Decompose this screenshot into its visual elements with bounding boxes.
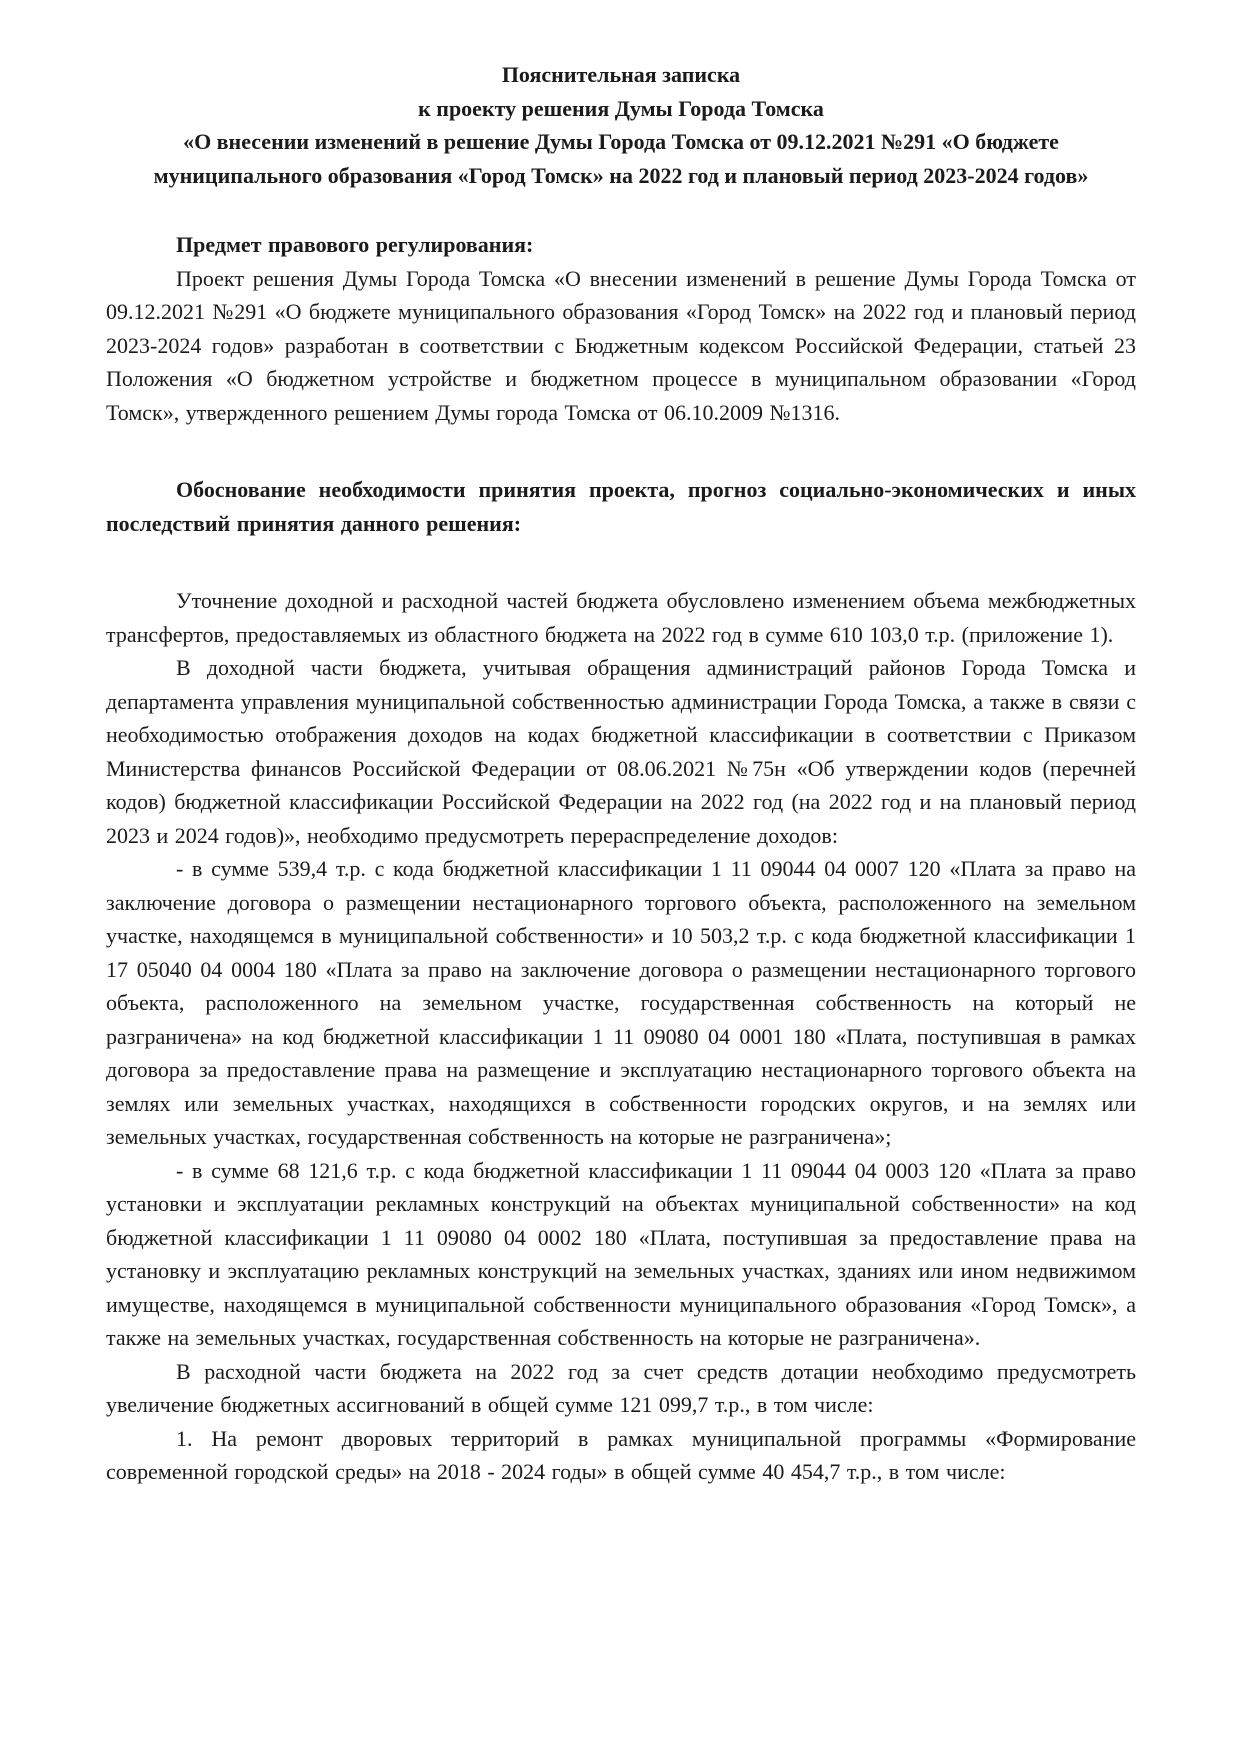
paragraph-income-intro: В доходной части бюджета, учитывая обращения администраций районов Города Томска и департамента управления муниципальной собственностью администрации Города Томска, а также в связи с необходимостью отображения доходов на кодах бюджетной классификации в соответствии с Приказом Министерства финансов Российской Федерации от 08.06.2021 №75н «Об утверждении кодов (перечней кодов) бюджетной классификации Российской Федерации на 2022 год (на 2022 год и на плановый период 2023 и 2024 годов)», необходимо предусмотреть перераспределение доходов:: [106, 655, 1136, 848]
paragraph-expense-item-1: 1. На ремонт дворовых территорий в рамках муниципальной программы «Формирование современной городской среды» на 2018 - 2024 годы» в общей сумме 40 454,7 т.р., в том числе:: [106, 1425, 1136, 1484]
title-line-3: «О внесении изменений в решение Думы Города Томска от 09.12.2021 №291 «О бюджете муниципального образования «Город Томск» на 2022 год и плановый период 2023-2024 годов»: [153, 129, 1089, 188]
title-line-2: к проекту решения Думы Города Томска: [418, 95, 824, 121]
section-heading-subject: Предмет правового регулирования:: [176, 232, 534, 257]
paragraph-intro: Уточнение доходной и расходной частей бюджета обусловлено изменением объема межбюджетных трансфертов, предоставляемых из областного бюджета на 2022 год в сумме 610 103,0 т.р. (приложение 1).: [106, 588, 1136, 647]
title-line-1: Пояснительная записка: [501, 62, 741, 87]
paragraph-income-item-2: - в сумме 68 121,6 т.р. с кода бюджетной классификации 1 11 09044 04 0003 120 «Плата за право установки и эксплуатации рекламных конструкций на объектах муниципальной собственности» на код бюджетной классификации 1 11 09080 04 0002 180 «Плата, поступившая за предоставление права на установку и эксплуатацию рекламных конструкций на земельных участках, зданиях или ином недвижимом имуществе, находящемся в муниципальной собственности муниципального образования «Город Томск», а также на земельных участках, государственная собственность на которые не разграничена».: [106, 1157, 1136, 1350]
paragraph-expense-intro: В расходной части бюджета на 2022 год за счет средств дотации необходимо предусмотреть увеличение бюджетных ассигнований в общей сумме 121 099,7 т.р., в том числе:: [106, 1358, 1136, 1417]
paragraph-income-item-1: - в сумме 539,4 т.р. с кода бюджетной классификации 1 11 09044 04 0007 120 «Плата за право на заключение договора о размещении нестационарного торгового объекта, расположенного на земельном участке, находящемся в муниципальной собственности» и 10 503,2 т.р. с кода бюджетной классификации 1 17 05040 04 0004 180 «Плата за право на заключение договора о размещении нестационарного торгового объекта, расположенного на земельном участке, государственная собственность на который не разграничена» на код бюджетной классификации 1 11 09080 04 0001 180 «Плата, поступившая в рамках договора за предоставление права на размещение и эксплуатацию нестационарного торгового объекта на землях или земельных участках, находящихся в собственности городских округов, и на землях или земельных участках, государственная собственность на которые не разграничена»;: [106, 856, 1136, 1149]
document-title: [106, 58, 1136, 192]
paragraph-subject-text: Проект решения Думы Города Томска «О внесении изменений в решение Думы Города Томска от 09.12.2021 №291 «О бюджете муниципального образования «Город Томск» на 2022 год и плановый период 2023-2024 годов» разработан в соответствии с Бюджетным кодексом Российской Федерации, статьей 23 Положения «О бюджетном устройстве и бюджетном процессе в муниципальном образовании «Город Томск», утвержденного решением Думы города Томска от 06.10.2009 №1316.: [106, 265, 1136, 425]
section-heading-justification: Обоснование необходимости принятия проекта, прогноз социально-экономических и иных последствий принятия данного решения:: [106, 477, 1136, 536]
